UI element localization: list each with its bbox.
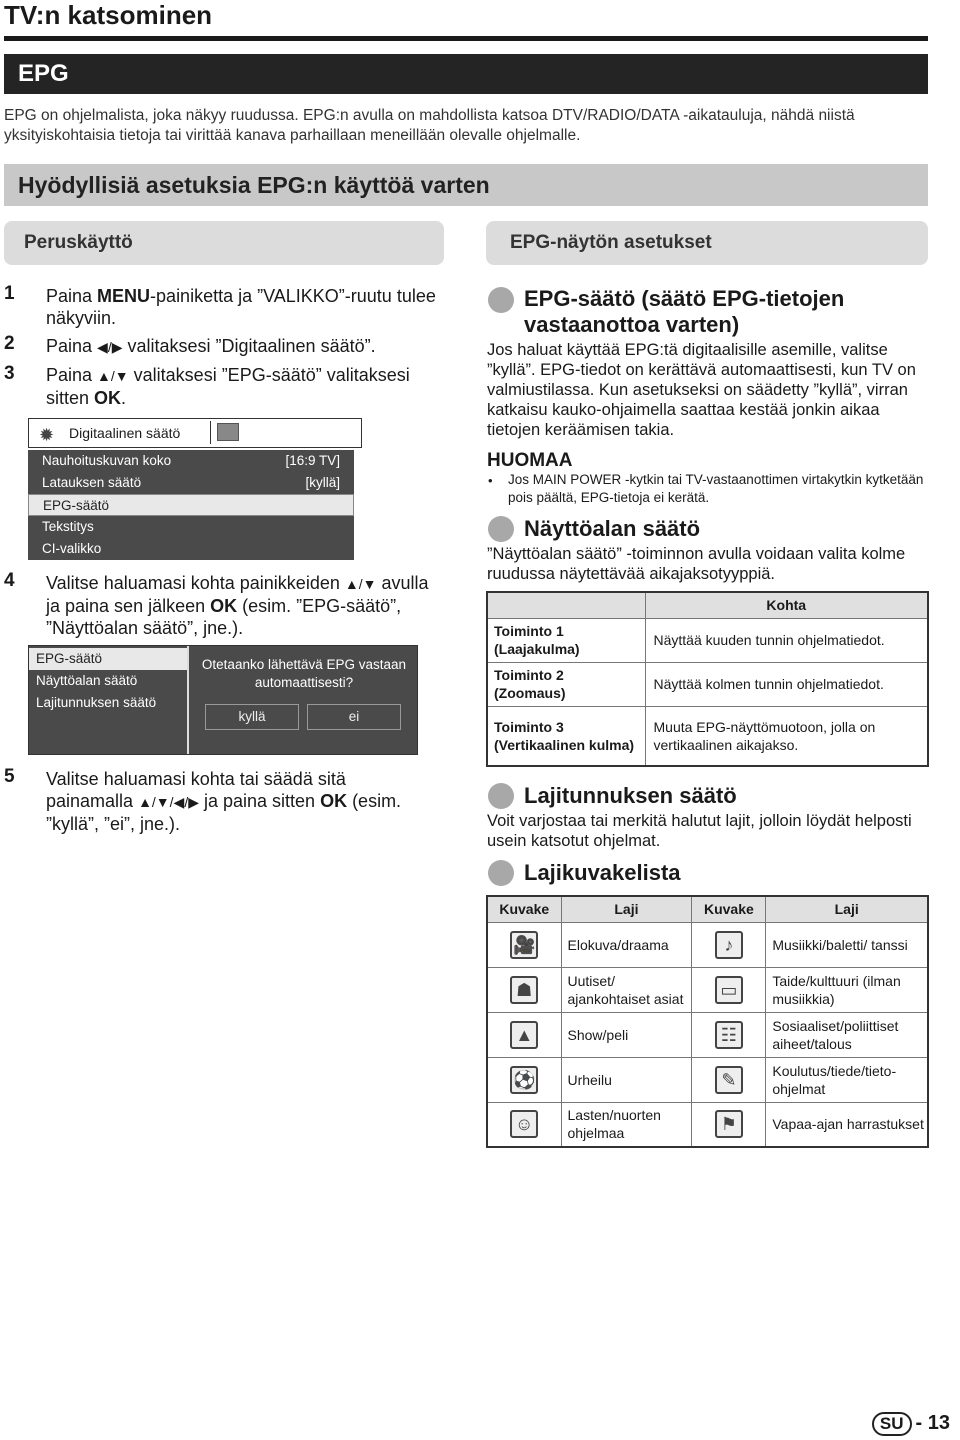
basic-use-heading: Peruskäyttö [4, 221, 444, 265]
up-down-arrow-icon: ▲/▼ [344, 576, 377, 592]
step-4-text: Valitse haluamasi kohta painikkeiden ▲/▼ avulla ja paina sen jälkeen OK (esim. ”EPG-säätö”, ”Näyttöalan säätö”, jne.). [46, 573, 429, 638]
table-row: ☗ Uutiset/ ajankohtaiset asiat ▭ Taide/kulttuuri (ilman musiikkia) [487, 967, 928, 1012]
table-row: ⚽ Urheilu ✎ Koulutus/tiede/tieto- ohjelmat [487, 1057, 928, 1102]
camera-icon: 🎥 [510, 931, 538, 959]
table-header: Kuvake [692, 896, 766, 922]
step-number: 2 [4, 333, 15, 354]
settings-menu [28, 450, 354, 560]
dialog-message: Otetaanko lähettävä EPG vastaan automaattisesti? [201, 657, 407, 690]
note-text: Jos MAIN POWER -kytkin tai TV-vastaanottimen virtakytkin kytketään pois päältä, EPG-tietoja ei kerätä. [508, 472, 924, 505]
display-setting-text: ”Näyttöalan säätö” -toiminnon avulla voidaan valita kolme ruudussa näytettävää aikajaksotyyppiä. [487, 545, 906, 583]
table-row: 🎥 Elokuva/draama ♪ Musiikki/baletti/ tanssi [487, 922, 928, 967]
language-logo: SU [872, 1412, 912, 1436]
picture-icon[interactable] [217, 423, 239, 441]
page-footer [872, 1412, 950, 1436]
menu-item[interactable]: CI-valikko [42, 541, 102, 556]
bullet-icon [488, 860, 514, 886]
epg-settings-heading: EPG-näytön asetukset [486, 221, 928, 265]
step-number: 3 [4, 363, 15, 384]
bullet-dot: • [488, 473, 493, 488]
menu-item[interactable]: Lajitunnuksen säätö [36, 695, 157, 710]
genre-list-title: Lajikuvakelista [524, 860, 681, 885]
bullet-icon [488, 287, 514, 313]
table-row: Toiminto 3 (Vertikaalinen kulma) Muuta EPG-näyttömuotoon, jolla on vertikaalinen aikajakso. [487, 706, 928, 766]
display-mode-table [486, 591, 929, 767]
social-icon: ☷ [715, 1021, 743, 1049]
menu-item[interactable]: Tekstitys [42, 519, 94, 534]
table-row: ▲ Show/peli ☷ Sosiaaliset/poliittiset aiheet/talous [487, 1012, 928, 1057]
epg-setting-title: EPG-säätö (säätö EPG-tietojen vastaanottoa varten) [524, 286, 845, 337]
genre-setting-title: Lajitunnuksen säätö [524, 783, 737, 808]
show-icon: ▲ [510, 1021, 538, 1049]
menu-tab[interactable]: ✹ Digitaalinen säätö [31, 421, 211, 444]
menu-item[interactable]: Näyttöalan säätö [36, 673, 138, 688]
yes-button[interactable]: kyllä [205, 704, 299, 730]
menu-header [28, 418, 362, 448]
table-header: Kuvake [487, 896, 561, 922]
genre-setting-text: Voit varjostaa tai merkitä halutut lajit, jolloin löydät helposti usein katsotut ohjelmat. [487, 812, 912, 850]
bullet-icon [488, 516, 514, 542]
menu-item-selected[interactable]: EPG-säätö [28, 494, 354, 516]
step-number: 5 [4, 766, 15, 787]
step-5-text: Valitse haluamasi kohta tai säädä sitä painamalla ▲/▼/◀/▶ ja paina sitten OK (esim. ”kyllä”, ”ei”, jne.). [46, 769, 402, 834]
bullet-icon [488, 783, 514, 809]
direction-arrows-icon: ▲/▼/◀/▶ [138, 794, 199, 810]
table-row: Toiminto 2 (Zoomaus) Näyttää kolmen tunnin ohjelmatiedot. [487, 662, 928, 706]
epg-dialog [28, 645, 418, 755]
page-number: - 13 [915, 1412, 950, 1434]
section-title: EPG [4, 54, 928, 94]
leisure-icon: ⚑ [715, 1110, 743, 1138]
news-icon: ☗ [510, 976, 538, 1004]
step-3-text: Paina ▲/▼ valitaksesi ”EPG-säätö” valitaksesi sitten OK. [46, 365, 410, 408]
no-button[interactable]: ei [307, 704, 401, 730]
step-number: 4 [4, 570, 15, 591]
epg-setting-text: Jos haluat käyttää EPG:tä digitaalisille asemille, valitse ”kyllä”. EPG-tiedot on kerättävä automaattisesti, kun TV on valmiustilassa. Kun asetukseksi on säädetty ”kyllä”, virran katkaisu kauko-ohjaimella saattaa kestää jonkin aikaa tietojen keräämisen takia. [487, 341, 916, 439]
step-number: 1 [4, 283, 15, 304]
note-title: HUOMAA [487, 450, 573, 471]
subsection-title: Hyödyllisiä asetuksia EPG:n käyttöä varten [4, 164, 928, 206]
menu-item-selected[interactable]: EPG-säätö [29, 648, 187, 670]
art-icon: ▭ [715, 976, 743, 1004]
menu-item[interactable]: Latauksen säätö [kyllä] [42, 475, 340, 490]
table-row: ☺ Lasten/nuorten ohjelmaa ⚑ Vapaa-ajan harrastukset [487, 1102, 928, 1147]
genre-icon-table [486, 895, 929, 1148]
menu-item[interactable]: Nauhoituskuvan koko [16:9 TV] [42, 453, 340, 468]
up-down-arrow-icon: ▲/▼ [97, 368, 129, 384]
table-header: Laji [766, 896, 928, 922]
table-header: Kohta [645, 592, 928, 618]
dialog-menu-list [29, 646, 189, 754]
gear-icon: ✹ [39, 425, 55, 445]
step-1-text: Paina MENU-painiketta ja ”VALIKKO”-ruutu tulee näkyviin. [46, 286, 436, 328]
table-row: Toiminto 1 (Laajakulma) Näyttää kuuden tunnin ohjelmatiedot. [487, 618, 928, 662]
step-2-text: Paina ◀/▶ valitaksesi ”Digitaalinen säätö”. [46, 336, 376, 356]
display-setting-title: Näyttöalan säätö [524, 516, 701, 541]
intro-text: EPG on ohjelmalista, joka näkyy ruudussa. EPG:n avulla on mahdollista katsoa DTV/RADIO/DATA -aikatauluja, nähdä niistä yksityiskohtaisia tietoja tai virittää kanava parhaillaan meneillään olevalle ohjelmalle. [4, 107, 855, 144]
title-rule [4, 36, 928, 41]
music-note-icon: ♪ [715, 931, 743, 959]
education-icon: ✎ [715, 1066, 743, 1094]
left-right-arrow-icon: ◀/▶ [97, 339, 123, 355]
children-icon: ☺ [510, 1110, 538, 1138]
sport-icon: ⚽ [510, 1066, 538, 1094]
page-title: TV:n katsominen [4, 0, 213, 30]
table-header: Laji [561, 896, 692, 922]
